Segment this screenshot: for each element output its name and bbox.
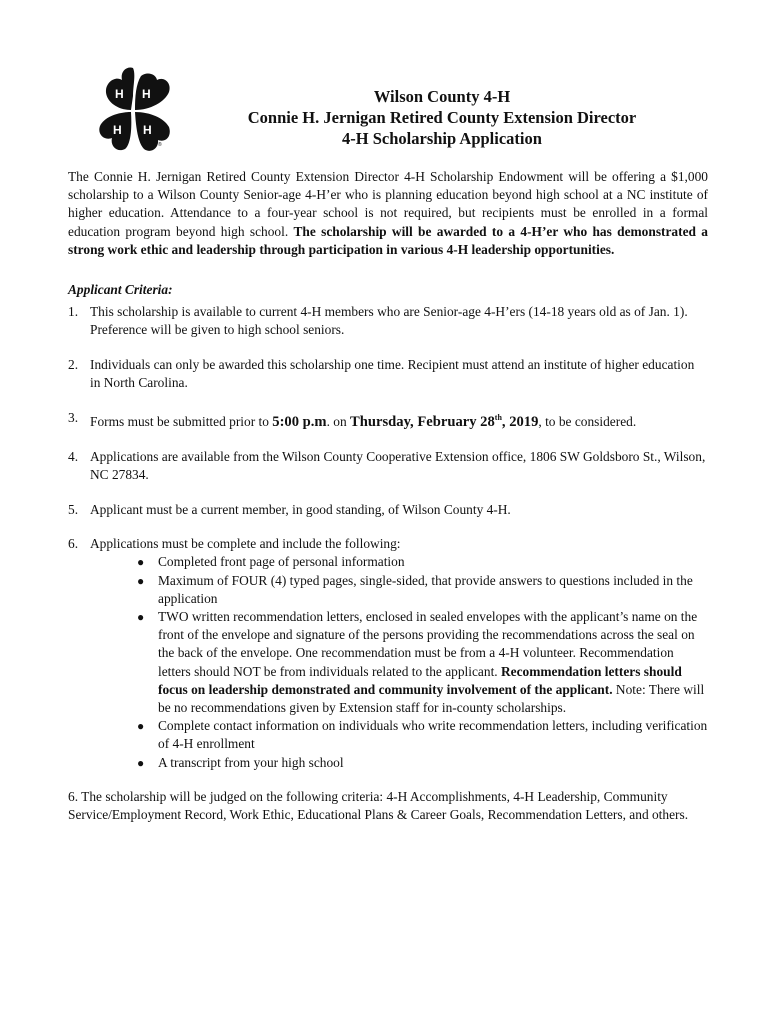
header-county: Wilson County 4-H (373, 87, 511, 106)
bullet-icon: ● (137, 555, 145, 570)
item-text: Applications are available from the Wilson County Cooperative Extension office, 1806 SW Goldsboro St., Wilson, NC 27834. (90, 448, 706, 482)
requirement-note: Note: There will be no recommendations given by Extension staff for in-county scholarships. (158, 681, 705, 716)
item-number: 5. (68, 501, 79, 517)
requirement-item (137, 717, 708, 753)
deadline-time: 5:00 p.m (272, 413, 327, 430)
svg-text:H: H (113, 123, 122, 137)
criteria-item-4 (68, 448, 708, 484)
intro-bold-text: The scholarship will be awarded to a 4-H’er who has demonstrated a strong work ethic and leadership through participation in various 4-H leadership opportunities. (68, 223, 708, 257)
requirement-text: TWO written recommendation letters, enclosed in sealed envelopes with the applicant’s name on the front of the envelope and signature of the persons providing the recommendations across the seal on the back of the envelope. One recommendation must be from a 4-H volunteer. Recommendation letters should NOT be from individuals related to the applicant. (158, 609, 698, 679)
item-number: 4. (68, 448, 79, 464)
deadline-pre: Forms must be submitted prior to (90, 413, 273, 429)
requirement-text: Completed front page of personal information (158, 554, 405, 570)
item-number: 2. (68, 357, 79, 373)
deadline-post: , to be considered. (538, 413, 637, 429)
intro-paragraph (68, 168, 708, 259)
intro-text: The Connie H. Jernigan Retired County Extension Director 4-H Scholarship Endowment will be offering a $1,000 scholarship to a Wilson County Senior-age 4-H’er who is planning education beyond high school at a NC institute of higher education. Attendance to a four-year school is not required, but recipients must be enrolled in a formal education program beyond high school. (68, 169, 708, 239)
item-text: Individuals can only be awarded this scholarship one time. Recipient must attend an institute of higher education in North Carolina. (90, 357, 695, 391)
bullet-icon: ● (137, 719, 145, 734)
requirement-text: Maximum of FOUR (4) typed pages, single-sided, that provide answers to questions included in the application (158, 572, 693, 606)
item-number: 1. (68, 304, 79, 320)
requirement-item (137, 608, 708, 717)
svg-text:®: ® (158, 142, 162, 148)
requirement-item (137, 754, 708, 772)
bullet-icon: ● (137, 610, 145, 625)
requirements-list (90, 553, 708, 771)
document-body (68, 168, 708, 824)
criteria-item-6 (68, 535, 708, 772)
criteria-item-3 (68, 409, 708, 431)
document-header (200, 86, 684, 149)
criteria-item-2 (68, 356, 708, 392)
deadline-date (350, 414, 538, 430)
requirement-text: Complete contact information on individuals who write recommendation letters, including verification of 4-H enrollment (158, 718, 708, 752)
requirement-item (137, 553, 708, 571)
criteria-list (68, 303, 708, 772)
judging-criteria-paragraph: 6. The scholarship will be judged on the following criteria: 4-H Accomplishments, 4-H Leadership, Community Service/Employment Record, Work Ethic, Educational Plans & Career Goals, Recommendation Letters, and others. (68, 788, 689, 823)
requirement-text: A transcript from your high school (158, 754, 344, 770)
criteria-item-5 (68, 501, 708, 519)
svg-text:H: H (142, 87, 151, 101)
item-text: Applications must be complete and include the following: (90, 536, 401, 552)
requirement-item (137, 572, 708, 608)
applicant-criteria-heading: Applicant Criteria: (68, 282, 173, 298)
bullet-icon: ● (137, 755, 145, 770)
deadline-date-main: Thursday, February 28 (350, 413, 495, 430)
deadline-mid: . on (326, 413, 351, 429)
item-text: This scholarship is available to current 4-H members who are Senior-age 4-H’ers (14-18 years old as of Jan. 1). Preference will be given to high school seniors. (90, 304, 688, 338)
deadline-date-year: , 2019 (501, 413, 539, 430)
4-h-clover-icon (92, 66, 174, 156)
deadline-date-suffix: th (494, 413, 502, 423)
bullet-icon: ● (137, 573, 145, 588)
requirement-bold-text: Recommendation letters should focus on leadership demonstrated and community involvement of the applicant. (158, 663, 682, 697)
svg-text:H: H (143, 123, 152, 137)
item-text: Applicant must be a current member, in good standing, of Wilson County 4-H. (90, 501, 511, 517)
item-number: 3. (68, 410, 79, 426)
criteria-item-1 (68, 303, 708, 339)
svg-text:H: H (115, 87, 124, 101)
header-title: 4-H Scholarship Application (342, 129, 542, 148)
header-director: Connie H. Jernigan Retired County Extension Director (247, 108, 637, 127)
item-number: 6. (68, 536, 79, 552)
